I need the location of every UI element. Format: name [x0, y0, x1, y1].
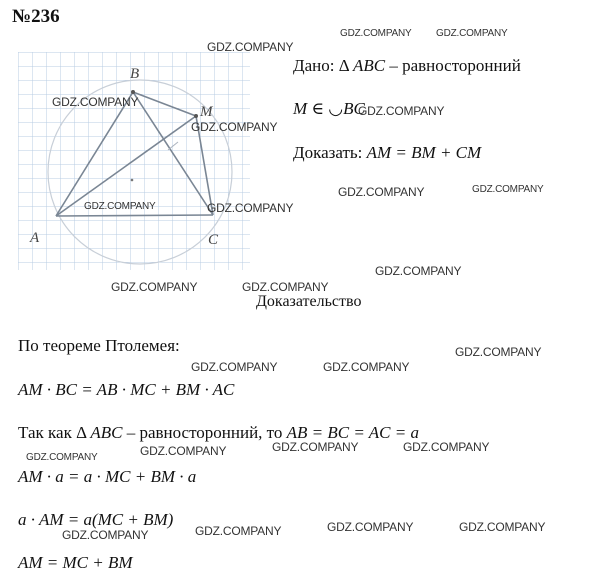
watermark: GDZ.COMPANY [403, 440, 490, 454]
watermark: GDZ.COMPANY [455, 345, 542, 359]
proof-step-2: Так как Δ ABC – равносторонний, то AB = BC = AC = a [18, 423, 419, 442]
point-b [131, 90, 135, 94]
watermark: GDZ.COMPANY [375, 264, 462, 278]
given-line-1: Дано: Δ ABC – равносторонний [293, 56, 521, 75]
label-b: B [130, 66, 140, 82]
label-a: A [30, 230, 40, 246]
watermark: GDZ.COMPANY [84, 201, 156, 212]
equation-4: AM = MC + BM [18, 553, 133, 572]
watermark: GDZ.COMPANY [111, 280, 198, 294]
watermark: GDZ.COMPANY [140, 444, 227, 458]
watermark: GDZ.COMPANY [340, 28, 412, 39]
watermark: GDZ.COMPANY [272, 440, 359, 454]
watermark: GDZ.COMPANY [358, 104, 445, 118]
point-m [194, 114, 198, 118]
proof-heading: Доказательство [256, 293, 362, 310]
prove-line: Доказать: AM = BM + CM [293, 143, 482, 162]
watermark: GDZ.COMPANY [207, 40, 294, 54]
watermark: GDZ.COMPANY [62, 528, 149, 542]
watermark: GDZ.COMPANY [436, 28, 508, 39]
point-center [131, 179, 134, 182]
watermark: GDZ.COMPANY [191, 120, 278, 134]
watermark: GDZ.COMPANY [338, 185, 425, 199]
triangle-figure [18, 52, 250, 270]
label-m: M [200, 104, 213, 120]
watermark: GDZ.COMPANY [195, 524, 282, 538]
watermark: GDZ.COMPANY [26, 452, 98, 463]
problem-number: №236 [12, 6, 60, 27]
equation-1: AM · BC = AB · MC + BM · AC [18, 380, 235, 399]
given-line-2: M ∈ ◡BC [293, 99, 365, 118]
proof-step-1: По теореме Птолемея: [18, 336, 180, 355]
side-ca [56, 215, 213, 216]
watermark: GDZ.COMPANY [327, 520, 414, 534]
watermark: GDZ.COMPANY [207, 201, 294, 215]
equation-2: AM · a = a · MC + BM · a [18, 467, 197, 486]
watermark: GDZ.COMPANY [242, 280, 329, 294]
label-c: C [208, 232, 219, 248]
watermark: GDZ.COMPANY [191, 360, 278, 374]
watermark: GDZ.COMPANY [52, 95, 139, 109]
equation-3: a · AM = a(MC + BM) [18, 510, 174, 529]
watermark: GDZ.COMPANY [323, 360, 410, 374]
watermark: GDZ.COMPANY [459, 520, 546, 534]
watermark: GDZ.COMPANY [472, 184, 544, 195]
